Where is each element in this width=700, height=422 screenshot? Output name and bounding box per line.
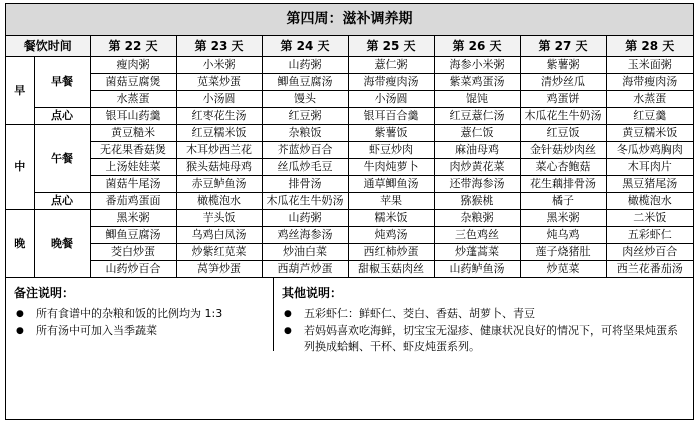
dish-cell: 紫薯粥 xyxy=(520,57,606,74)
table-row xyxy=(6,108,693,125)
table-row xyxy=(6,159,693,176)
dish-cell: 黄豆糯米饭 xyxy=(606,125,693,142)
dish-cell: 茭白炒蛋 xyxy=(90,244,176,261)
dish-cell: 西红柿炒蛋 xyxy=(348,244,434,261)
dish-cell: 苹果 xyxy=(348,193,434,210)
dish-cell: 黄豆糙米 xyxy=(90,125,176,142)
dish-cell: 鸡蛋饼 xyxy=(520,91,606,108)
remarks-item: ● 所有汤中可加入当季蔬菜 xyxy=(14,323,267,339)
table-row xyxy=(6,261,693,278)
dish-cell: 木耳肉片 xyxy=(606,159,693,176)
dish-cell: 小汤圆 xyxy=(176,91,262,108)
dish-cell: 银耳山药羹 xyxy=(90,108,176,125)
dish-cell: 菌菇牛尾汤 xyxy=(90,176,176,193)
day-header: 第 23 天 xyxy=(176,36,262,57)
dish-cell: 芋头饭 xyxy=(176,210,262,227)
dish-cell: 菜心杏鲍菇 xyxy=(520,159,606,176)
dish-cell: 橄榄泡水 xyxy=(606,193,693,210)
dish-cell: 红豆粥 xyxy=(262,108,348,125)
dish-cell: 西葫芦炒蛋 xyxy=(262,261,348,278)
dish-cell: 花生藕排骨汤 xyxy=(520,176,606,193)
dish-cell: 赤豆鲈鱼汤 xyxy=(176,176,262,193)
dish-cell: 莴笋炒蛋 xyxy=(176,261,262,278)
meal-label: 点心 xyxy=(34,193,90,210)
dish-cell: 木耳炒西兰花 xyxy=(176,142,262,159)
dish-cell: 红豆薏仁汤 xyxy=(434,108,520,125)
meal-label: 早餐 xyxy=(34,57,90,108)
meal-plan-table xyxy=(6,36,693,278)
other-notes-item: ● 若妈妈喜欢吃海鲜，切宝宝无湿疹、健康状况良好的情况下，可将坚果炖蛋系列换成蛤蜊、干杯、虾皮炖蛋系列。 xyxy=(282,323,687,355)
header-row xyxy=(6,36,693,57)
period-label: 早 xyxy=(6,57,34,125)
table-row xyxy=(6,91,693,108)
dish-cell: 芥蓝炒百合 xyxy=(262,142,348,159)
dish-cell: 海带瘦肉汤 xyxy=(606,74,693,91)
dish-cell: 薏仁饭 xyxy=(434,125,520,142)
dish-cell: 玉米面粥 xyxy=(606,57,693,74)
dish-cell: 五彩虾仁 xyxy=(606,227,693,244)
dish-cell: 肉丝炒百合 xyxy=(606,244,693,261)
dish-cell: 紫菜鸡蛋汤 xyxy=(434,74,520,91)
day-header: 第 22 天 xyxy=(90,36,176,57)
dish-cell: 炖乌鸡 xyxy=(520,227,606,244)
dish-cell: 猕猴桃 xyxy=(434,193,520,210)
remarks-heading: 备注说明： xyxy=(14,286,75,300)
dish-cell: 清炒丝瓜 xyxy=(520,74,606,91)
dish-cell: 小汤圆 xyxy=(348,91,434,108)
dish-cell: 山药鲈鱼汤 xyxy=(434,261,520,278)
dish-cell: 山药粥 xyxy=(262,57,348,74)
dish-cell: 鲫鱼豆腐汤 xyxy=(262,74,348,91)
dish-cell: 麻油母鸡 xyxy=(434,142,520,159)
dish-cell: 三色鸡丝 xyxy=(434,227,520,244)
dish-cell: 炒蓬蒿菜 xyxy=(434,244,520,261)
dish-cell: 橘子 xyxy=(520,193,606,210)
dish-cell: 还带海参汤 xyxy=(434,176,520,193)
dish-cell: 炒苋菜 xyxy=(520,261,606,278)
period-label: 中 xyxy=(6,125,34,210)
dish-cell: 杂粮粥 xyxy=(434,210,520,227)
table-row xyxy=(6,74,693,91)
table-row xyxy=(6,57,693,74)
dish-cell: 金针菇炒肉丝 xyxy=(520,142,606,159)
dish-cell: 糯米饭 xyxy=(348,210,434,227)
dish-cell: 小米粥 xyxy=(176,57,262,74)
dish-cell: 无花果香菇煲 xyxy=(90,142,176,159)
table-row xyxy=(6,193,693,210)
dish-cell: 鸡丝海参汤 xyxy=(262,227,348,244)
dish-cell: 红豆饭 xyxy=(520,125,606,142)
dish-cell: 肉炒黄花菜 xyxy=(434,159,520,176)
meal-label: 晚餐 xyxy=(34,210,90,278)
remarks-panel xyxy=(6,278,274,351)
dish-cell: 银耳百合羹 xyxy=(348,108,434,125)
notes-section xyxy=(6,278,693,351)
dish-cell: 鲫鱼豆腐汤 xyxy=(90,227,176,244)
table-row xyxy=(6,125,693,142)
dish-cell: 炒紫红苋菜 xyxy=(176,244,262,261)
meal-label: 午餐 xyxy=(34,125,90,193)
dish-cell: 二米饭 xyxy=(606,210,693,227)
dish-cell: 水蒸蛋 xyxy=(606,91,693,108)
period-label: 晚 xyxy=(6,210,34,278)
dish-cell: 乌鸡白凤汤 xyxy=(176,227,262,244)
dish-cell: 苋菜炒蛋 xyxy=(176,74,262,91)
dish-cell: 馒头 xyxy=(262,91,348,108)
dish-cell: 菌菇豆腐煲 xyxy=(90,74,176,91)
meal-time-header: 餐饮时间 xyxy=(6,36,90,57)
table-row xyxy=(6,210,693,227)
dish-cell: 橄榄泡水 xyxy=(176,193,262,210)
meal-label: 点心 xyxy=(34,108,90,125)
table-row xyxy=(6,176,693,193)
dish-cell: 通草鲫鱼汤 xyxy=(348,176,434,193)
dish-cell: 木瓜花生牛奶汤 xyxy=(520,108,606,125)
page-title: 第四周：滋补调养期 xyxy=(6,4,693,36)
dish-cell: 瘦肉粥 xyxy=(90,57,176,74)
day-header: 第 28 天 xyxy=(606,36,693,57)
menu-document xyxy=(5,3,694,420)
dish-cell: 海参小米粥 xyxy=(434,57,520,74)
dish-cell: 黑米粥 xyxy=(90,210,176,227)
dish-cell: 杂粮饭 xyxy=(262,125,348,142)
table-row xyxy=(6,227,693,244)
dish-cell: 虾豆炒肉 xyxy=(348,142,434,159)
dish-cell: 莲子烧猪肚 xyxy=(520,244,606,261)
dish-cell: 丝瓜炒毛豆 xyxy=(262,159,348,176)
dish-cell: 薏仁粥 xyxy=(348,57,434,74)
table-row xyxy=(6,244,693,261)
dish-cell: 炒油白菜 xyxy=(262,244,348,261)
dish-cell: 猴头菇炖母鸡 xyxy=(176,159,262,176)
dish-cell: 红豆糯米饭 xyxy=(176,125,262,142)
day-header: 第 26 天 xyxy=(434,36,520,57)
dish-cell: 馄饨 xyxy=(434,91,520,108)
dish-cell: 山药粥 xyxy=(262,210,348,227)
dish-cell: 番茄鸡蛋面 xyxy=(90,193,176,210)
day-header: 第 27 天 xyxy=(520,36,606,57)
other-notes-heading: 其他说明： xyxy=(282,286,343,300)
dish-cell: 水蒸蛋 xyxy=(90,91,176,108)
dish-cell: 红枣花生汤 xyxy=(176,108,262,125)
day-header: 第 25 天 xyxy=(348,36,434,57)
remarks-item: ● 所有食谱中的杂粮和饭的比例均为 1:3 xyxy=(14,306,267,322)
dish-cell: 甜椒玉菇肉丝 xyxy=(348,261,434,278)
table-row xyxy=(6,142,693,159)
dish-cell: 紫薯饭 xyxy=(348,125,434,142)
dish-cell: 西兰花番茄汤 xyxy=(606,261,693,278)
dish-cell: 排骨汤 xyxy=(262,176,348,193)
dish-cell: 黑豆猪尾汤 xyxy=(606,176,693,193)
day-header: 第 24 天 xyxy=(262,36,348,57)
dish-cell: 冬瓜炒鸡胸肉 xyxy=(606,142,693,159)
dish-cell: 牛肉炖萝卜 xyxy=(348,159,434,176)
dish-cell: 山药炒百合 xyxy=(90,261,176,278)
dish-cell: 红豆羹 xyxy=(606,108,693,125)
dish-cell: 海带瘦肉汤 xyxy=(348,74,434,91)
dish-cell: 炖鸡汤 xyxy=(348,227,434,244)
dish-cell: 上汤娃娃菜 xyxy=(90,159,176,176)
other-notes-item: ● 五彩虾仁：鲜虾仁、茭白、香菇、胡萝卜、青豆 xyxy=(282,306,687,322)
dish-cell: 木瓜花生牛奶汤 xyxy=(262,193,348,210)
other-notes-panel xyxy=(274,278,693,351)
dish-cell: 黑米粥 xyxy=(520,210,606,227)
